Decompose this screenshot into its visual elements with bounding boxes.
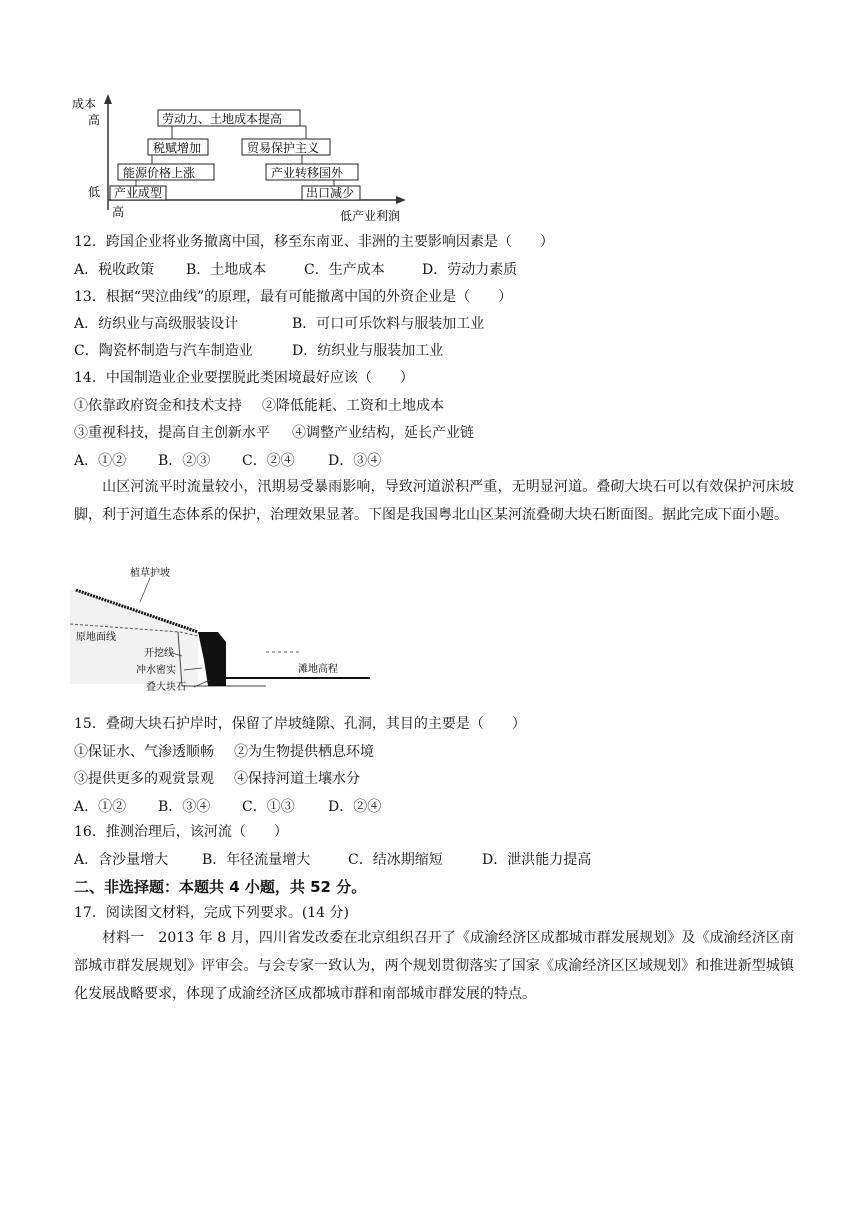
q13-option-b[interactable]: B．可口可乐饮料与服装加工业 bbox=[292, 316, 485, 332]
q12-option-b[interactable]: B．土地成本 bbox=[186, 262, 267, 278]
y-high-label: 高 bbox=[88, 113, 101, 127]
q15-stem: 15．叠砌大块石护岸时，保留了岸坡缝隙、孔洞，其目的主要是（ ） bbox=[74, 716, 526, 732]
q15-option-a[interactable]: A．①② bbox=[74, 799, 127, 815]
section2-heading: 二、非选择题：本题共 4 小题，共 52 分。 bbox=[74, 878, 367, 896]
q12-option-c[interactable]: C．生产成本 bbox=[304, 262, 385, 278]
stacked-stones bbox=[198, 632, 226, 686]
crying-curve-diagram bbox=[66, 92, 426, 224]
q15-item-3: ③提供更多的观赏景观 bbox=[74, 771, 214, 787]
q15-options bbox=[74, 797, 381, 817]
q16-option-a[interactable]: A．含沙量增大 bbox=[74, 852, 169, 868]
q15-item-1: ①保证水、气渗透顺畅 bbox=[74, 744, 214, 760]
x-axis-arrow bbox=[396, 196, 406, 204]
label-grass-slope: 植草护坡 bbox=[130, 568, 170, 579]
q14-item-4: ④调整产业结构，延长产业链 bbox=[292, 425, 474, 441]
y-low-label: 低 bbox=[88, 185, 101, 199]
q14-options bbox=[74, 451, 381, 471]
q16-stem: 16．推测治理后，该河流（ ） bbox=[74, 824, 288, 840]
q14-items-row1 bbox=[74, 396, 444, 416]
q16-options bbox=[74, 850, 591, 870]
q13-options-row2 bbox=[74, 341, 443, 361]
label-excavation: 开挖线 bbox=[144, 648, 174, 659]
box-industry-transfer: 产业转移国外 bbox=[271, 166, 344, 180]
q14-option-a[interactable]: A．①② bbox=[74, 453, 127, 469]
q13-option-c[interactable]: C．陶瓷杯制造与汽车制造业 bbox=[74, 343, 253, 359]
q12-option-d[interactable]: D．劳动力素质 bbox=[422, 262, 518, 278]
y-axis-label: 成本 bbox=[72, 97, 97, 111]
q17-material1 bbox=[74, 924, 794, 1008]
y-axis-arrow bbox=[104, 94, 112, 104]
q16-option-d[interactable]: D．泄洪能力提高 bbox=[482, 852, 592, 868]
box-tax-increase: 税赋增加 bbox=[153, 141, 202, 155]
box-industry-formed: 产业成型 bbox=[114, 186, 163, 200]
x-high-label: 高 bbox=[112, 205, 125, 219]
q16-option-b[interactable]: B．年径流量增大 bbox=[202, 852, 311, 868]
q15-option-c[interactable]: C．①③ bbox=[242, 799, 295, 815]
box-trade-protectionism: 贸易保护主义 bbox=[247, 141, 320, 155]
q14-option-b[interactable]: B．②③ bbox=[158, 453, 211, 469]
q14-item-2: ②降低能耗、工资和土地成本 bbox=[262, 398, 444, 414]
q12-options bbox=[74, 260, 517, 280]
q16-option-c[interactable]: C．结冰期缩短 bbox=[348, 852, 443, 868]
q15-item-4: ④保持河道土壤水分 bbox=[234, 771, 360, 787]
label-compaction: 冲水密实 bbox=[136, 665, 176, 676]
box-labor-land-cost: 劳动力、土地成本提高 bbox=[162, 112, 283, 126]
q13-stem: 13．根据“哭泣曲线”的原理，最有可能撤离中国的外资企业是（ ） bbox=[74, 289, 513, 305]
q13-options-row1 bbox=[74, 314, 484, 334]
q13-option-a[interactable]: A．纺织业与高级服装设计 bbox=[74, 316, 239, 332]
q15-items-row2 bbox=[74, 769, 360, 789]
label-beach-level: 滩地高程 bbox=[298, 664, 338, 675]
box-export-decrease: 出口减少 bbox=[306, 186, 355, 200]
q12-stem: 12．跨国企业将业务撤离中国，移至东南亚、非洲的主要影响因素是（ ） bbox=[74, 234, 554, 250]
label-stacked-stones: 叠大块石 bbox=[146, 682, 186, 693]
q15-option-d[interactable]: D．②④ bbox=[328, 799, 382, 815]
q14-items-row2 bbox=[74, 423, 474, 443]
q15-items-row1 bbox=[74, 742, 374, 762]
q14-stem: 14．中国制造业企业要摆脱此类困境最好应该（ ） bbox=[74, 370, 414, 386]
q17-stem: 17．阅读图文材料，完成下列要求。(14 分) bbox=[74, 905, 350, 921]
q15-option-b[interactable]: B．③④ bbox=[158, 799, 211, 815]
q14-item-3: ③重视科技，提高自主创新水平 bbox=[74, 425, 270, 441]
passage bbox=[74, 473, 794, 529]
q12-option-a[interactable]: A．税收政策 bbox=[74, 262, 155, 278]
box-energy-price: 能源价格上涨 bbox=[123, 166, 196, 180]
q14-option-d[interactable]: D．③④ bbox=[328, 453, 382, 469]
river-cross-section-diagram bbox=[70, 560, 380, 698]
q14-item-1: ①依靠政府资金和技术支持 bbox=[74, 398, 242, 414]
q15-item-2: ②为生物提供栖息环境 bbox=[234, 744, 374, 760]
q14-option-c[interactable]: C．②④ bbox=[242, 453, 295, 469]
x-axis-label: 低产业利润 bbox=[340, 209, 401, 223]
material1-text: 材料一 2013 年 8 月，四川省发改委在北京组织召开了《成渝经济区成都城市群发展规划》及《成渝经济区南部城市群发展规划》评审会。与会专家一致认为，两个规划贯彻落实了国家《成渝经济区区域规划》和推进新型城镇化发展战略要求，体现了成渝经济区成都城市群和南部城市群发展的特点。 bbox=[74, 930, 794, 1002]
label-original-ground: 原地面线 bbox=[76, 632, 116, 643]
q13-option-d[interactable]: D．纺织业与服装加工业 bbox=[292, 343, 444, 359]
passage-text: 山区河流平时流量较小，汛期易受暴雨影响，导致河道淤积严重，无明显河道。叠砌大块石可以有效保护河床坡脚，利于河道生态体系的保护，治理效果显著。下图是我国粤北山区某河流叠砌大块石断面图。据此完成下面小题。 bbox=[74, 479, 794, 523]
